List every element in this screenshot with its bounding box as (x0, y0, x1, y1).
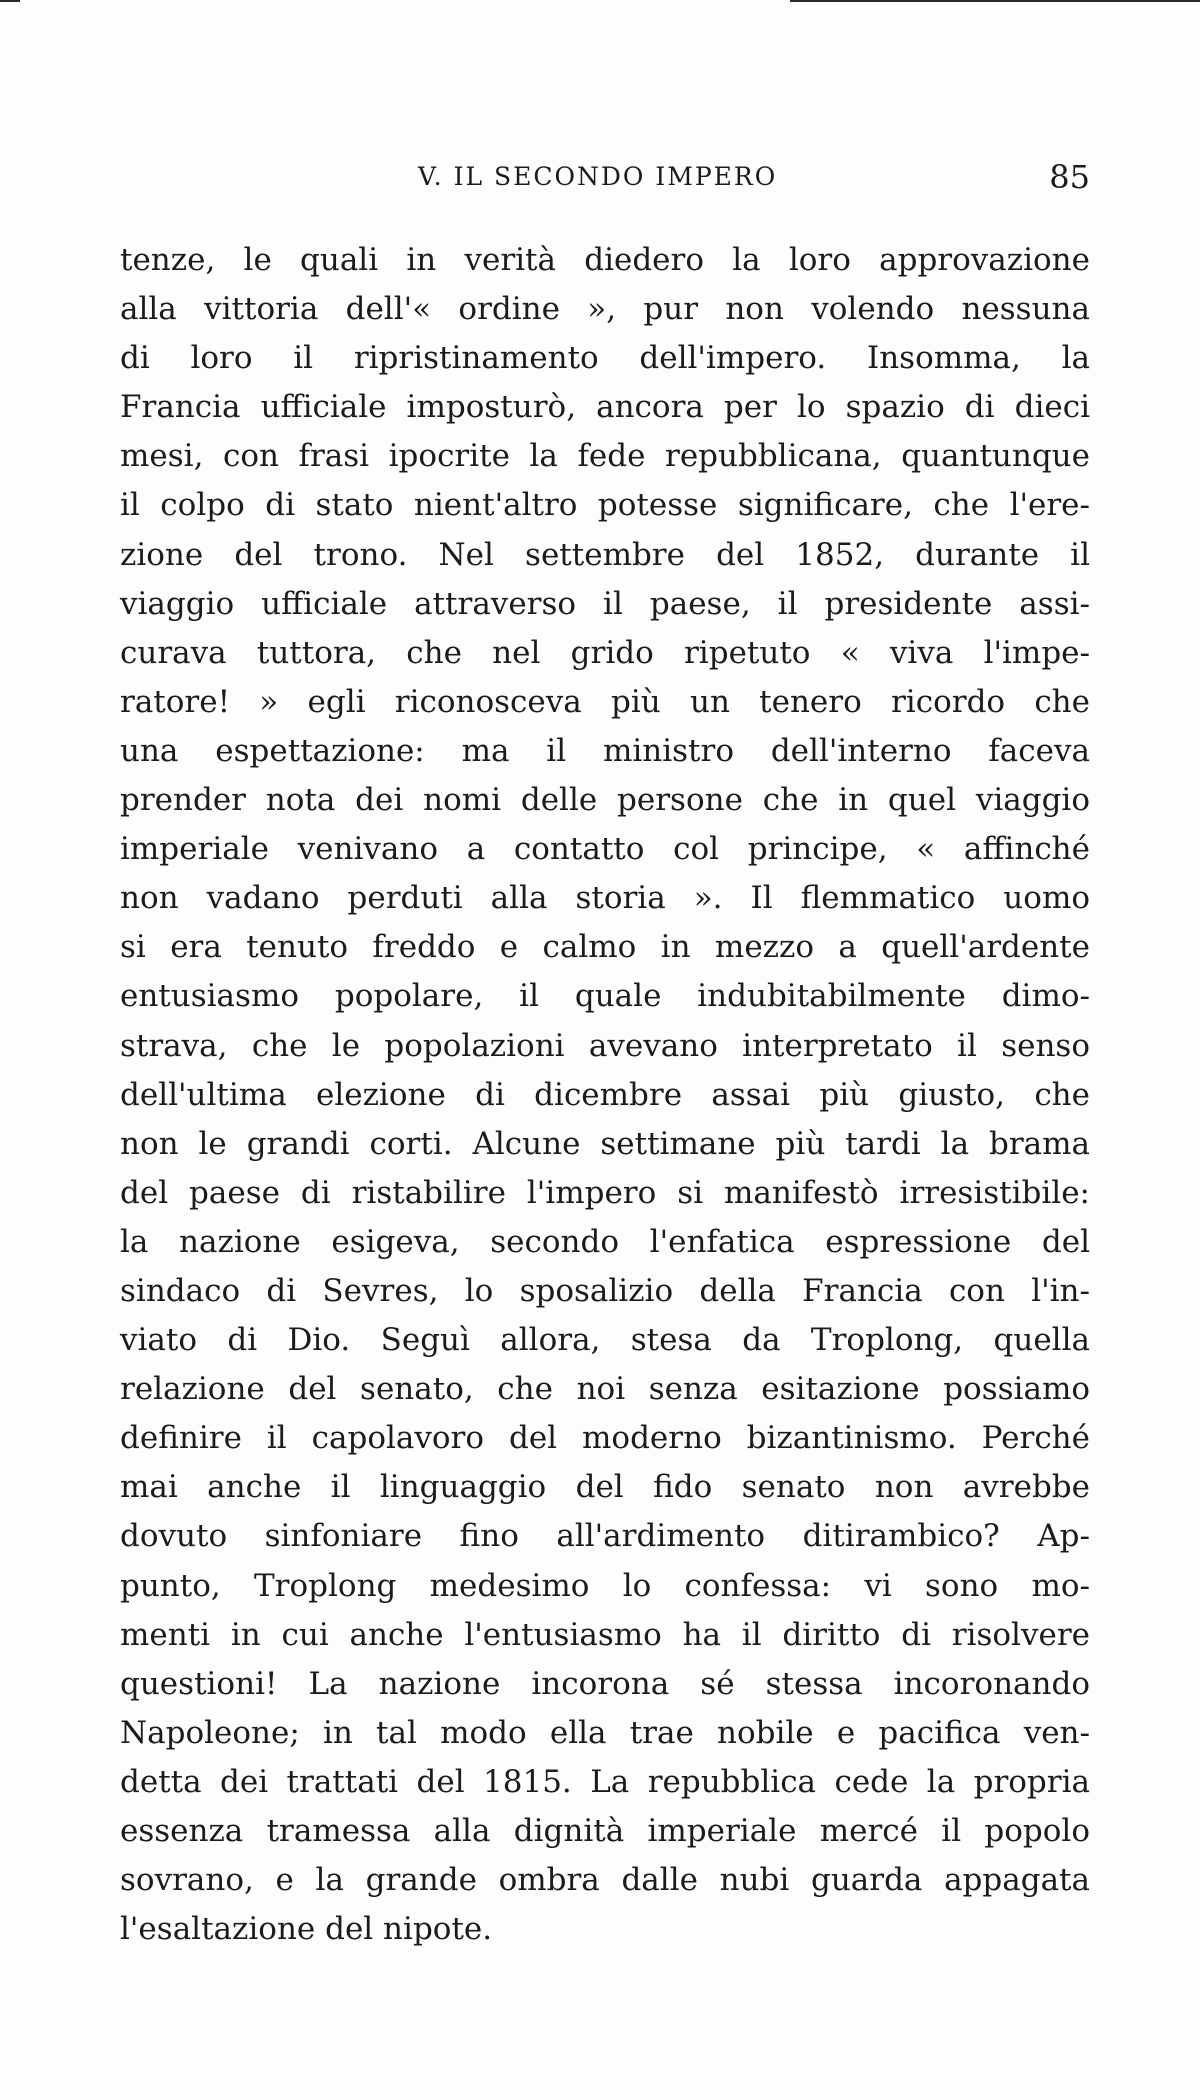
text-line: questioni! La nazione incorona sé stessa incoronando (120, 1665, 1090, 1702)
page-number: 85 (1049, 158, 1090, 196)
running-head (118, 158, 1090, 198)
top-edge-gap (20, 0, 790, 3)
text-line: punto, Troplong medesimo lo confessa: vi sono mo- (120, 1567, 1090, 1604)
text-line: non vadano perduti alla storia ». Il flemmatico uomo (120, 880, 1090, 917)
running-title: V. IL SECONDO IMPERO (418, 162, 778, 191)
text-line: zione del trono. Nel settembre del 1852, durante il (120, 536, 1090, 573)
text-line: prender nota dei nomi delle persone che in quel viaggio (120, 782, 1090, 819)
text-line: viaggio ufficiale attraverso il paese, il presidente assi- (120, 585, 1090, 622)
text-line: ratore! » egli riconosceva più un tenero ricordo che (120, 683, 1090, 720)
text-line: definire il capolavoro del moderno bizantinismo. Perché (120, 1420, 1090, 1457)
text-line: l'esaltazione del nipote. (120, 1911, 493, 1948)
text-line: alla vittoria dell'« ordine », pur non volendo nessuna (120, 291, 1090, 328)
text-line: mesi, con frasi ipocrite la fede repubblicana, quantunque (120, 438, 1090, 475)
text-line: tenze, le quali in verità diedero la loro approvazione (120, 242, 1090, 278)
text-line: mai anche il linguaggio del fido senato non avrebbe (120, 1469, 1090, 1506)
text-line: dell'ultima elezione di dicembre assai più giusto, che (120, 1076, 1090, 1113)
text-line: il colpo di stato nient'altro potesse significare, che l'ere- (120, 487, 1090, 524)
text-line: una espettazione: ma il ministro dell'interno faceva (120, 732, 1090, 769)
text-line: imperiale venivano a contatto col principe, « affinché (120, 831, 1090, 868)
text-line: sindaco di Sevres, lo sposalizio della Francia con l'in- (120, 1272, 1090, 1309)
text-line: del paese di ristabilire l'impero si manifestò irresistibile: (120, 1174, 1090, 1211)
text-line: viato di Dio. Seguì allora, stesa da Troplong, quella (120, 1322, 1090, 1359)
text-line: Napoleone; in tal modo ella trae nobile e pacifica ven- (120, 1714, 1090, 1751)
text-line: si era tenuto freddo e calmo in mezzo a quell'ardente (120, 929, 1090, 966)
text-line: essenza tramessa alla dignità imperiale mercé il popolo (120, 1813, 1090, 1849)
text-line: relazione del senato, che noi senza esitazione possiamo (120, 1371, 1090, 1408)
text-line: di loro il ripristinamento dell'impero. Insomma, la (120, 340, 1090, 377)
text-line: dovuto sinfoniare fino all'ardimento ditirambico? Ap- (120, 1518, 1090, 1555)
text-line: la nazione esigeva, secondo l'enfatica espressione del (120, 1223, 1090, 1260)
text-line: entusiasmo popolare, il quale indubitabilmente dimo- (120, 978, 1090, 1015)
text-line: Francia ufficiale imposturò, ancora per lo spazio di dieci (120, 389, 1090, 426)
text-line: menti in cui anche l'entusiasmo ha il diritto di risolvere (120, 1616, 1090, 1653)
text-line: strava, che le popolazioni avevano interpretato il senso (120, 1027, 1090, 1064)
body-paragraph (120, 236, 1090, 1954)
text-line: detta dei trattati del 1815. La repubblica cede la propria (120, 1763, 1090, 1800)
text-line: non le grandi corti. Alcune settimane più tardi la brama (120, 1125, 1090, 1162)
text-line: curava tuttora, che nel grido ripetuto « viva l'impe- (120, 634, 1090, 671)
text-line: sovrano, e la grande ombra dalle nubi guarda appagata (120, 1862, 1090, 1899)
